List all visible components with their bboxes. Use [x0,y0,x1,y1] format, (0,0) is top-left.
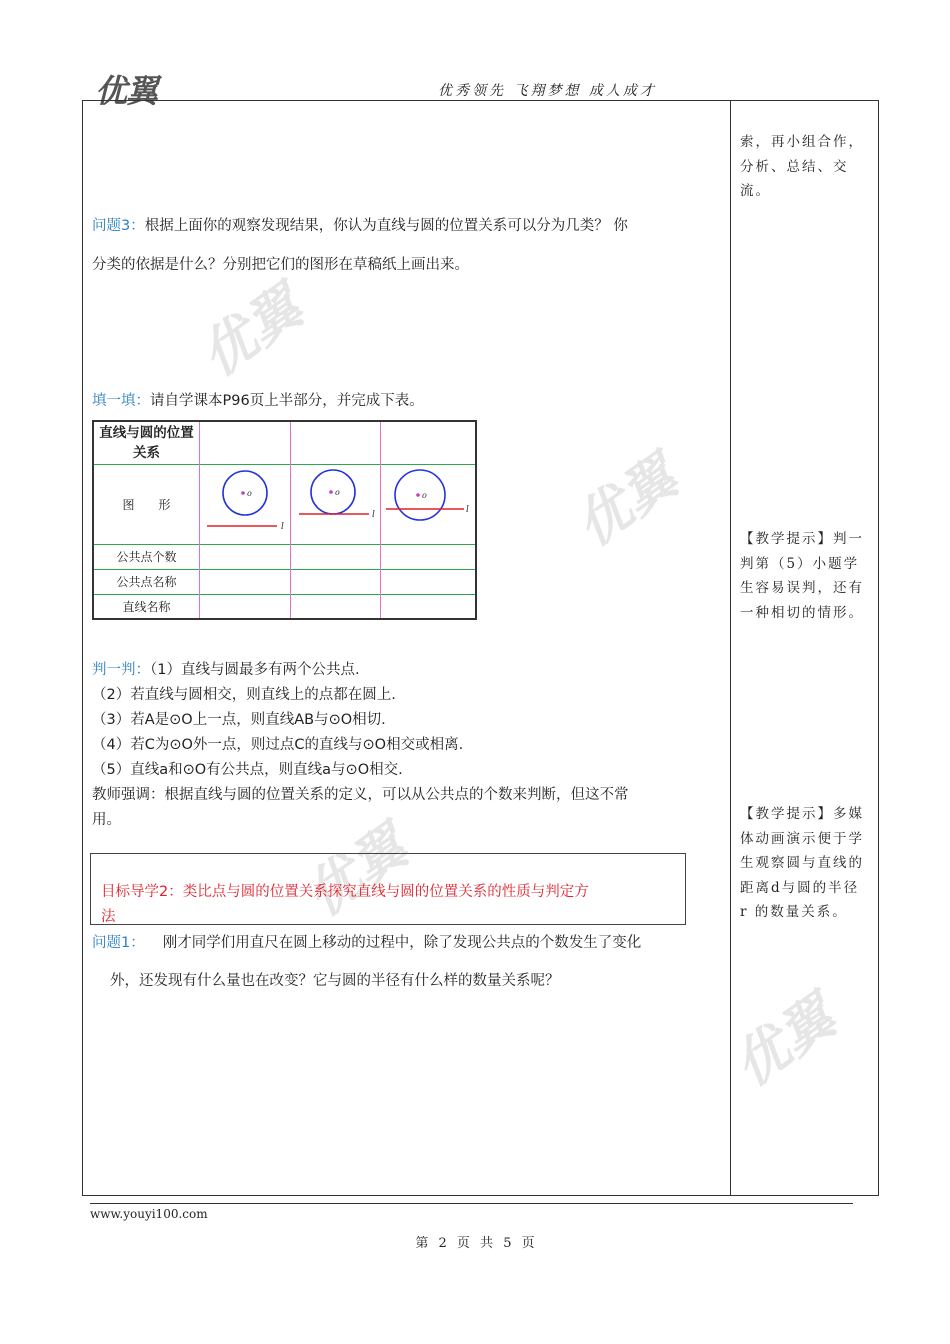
footer-rule [90,1203,853,1204]
circle [311,470,355,514]
fill-text: 请自学课本P96页上半部分，并完成下表。 [150,393,424,409]
row-label-count: 公共点个数 [93,544,200,569]
position-relation-table [92,420,477,620]
table-cell [290,421,380,464]
judge-item: （5）直线a和⊙O有公共点，则直线a与⊙O相交. [92,762,403,778]
judge-item: （3）若A是⊙O上一点，则直线AB与⊙O相切. [92,712,386,728]
row-label-figure: 图 形 [93,464,200,544]
line-label: l [465,504,469,515]
goal-title-cont: 法 [101,909,116,925]
question-1 [92,931,641,952]
footer-url[interactable]: www.youyi100.com [90,1207,208,1221]
line-label: l [280,521,284,532]
center-dot [329,490,333,494]
judge-item: （2）若直线与圆相交，则直线上的点都在圆上. [92,687,396,703]
circle-line-separate-figure [201,465,289,541]
question-text: 刚才同学们用直尺在圆上移动的过程中，除了发现公共点的个数发生了变化 [162,935,642,951]
table-cell [290,594,380,619]
center-label: o [246,488,252,498]
table-cell [290,569,380,594]
header-motto: 优秀领先 飞翔梦想 成人成才 [438,83,657,99]
table-header: 直线与圆的位置关系 [93,421,200,464]
center-dot [416,493,420,497]
question-3-line2: 分类的依据是什么？分别把它们的图形在草稿纸上画出来。 [92,257,469,273]
table-cell [380,421,476,464]
circle [395,470,445,520]
watermark: 优翼 [188,275,314,389]
watermark: 优翼 [563,445,689,559]
fill-in-instruction [92,389,424,410]
center-label: o [335,487,341,497]
question-text: 根据上面你的观察发现结果，你认为直线与圆的位置关系可以分为几类？ 你 [144,218,628,234]
circle [223,471,267,515]
logo: 优翼 [95,72,158,110]
watermark: 优翼 [721,985,847,1099]
column-divider [730,100,731,1196]
judge-text: （1）直线与圆最多有两个公共点. [150,662,360,678]
circle-line-intersect-figure [382,465,474,541]
center-dot [241,491,245,495]
watermark: 优翼 [293,815,419,929]
question-1-line2: 外，还发现有什么量也在改变？它与圆的半径有什么样的数量关系呢？ [110,973,560,989]
page-number: 第 2 页 共 5 页 [415,1236,535,1251]
question-label: 问题3： [92,218,145,234]
table-cell [290,544,380,569]
judge-item: （4）若C为⊙O外一点，则过点C的直线与⊙O相交或相离. [92,737,464,753]
table-cell [380,544,476,569]
figure-intersect [380,464,476,544]
fill-label: 填一填： [92,393,150,409]
question-3 [92,214,628,235]
goal-title: 目标导学2：类比点与圆的位置关系探究直线与圆的位置关系的性质与判定方 [101,884,589,900]
center-label: o [421,490,427,500]
figure-separate [200,464,290,544]
table-cell [200,421,290,464]
teaching-tip: 【教学提示】判一判第（5）小题学生容易误判，还有一种相切的情形。 [740,531,864,621]
row-label-point-name: 公共点名称 [93,569,200,594]
sidebar-note: 索，再小组合作，分析、总结、交流。 [740,134,864,199]
table-cell [200,594,290,619]
judge-label: 判一判： [92,662,150,678]
line-label: l [372,509,376,520]
figure-tangent [290,464,380,544]
teacher-emphasis-cont: 用。 [92,812,121,828]
table-cell [380,594,476,619]
teacher-emphasis: 教师强调：根据直线与圆的位置关系的定义，可以从公共点的个数来判断，但这不常 [92,787,629,803]
table-cell [200,569,290,594]
row-label-line-name: 直线名称 [93,594,200,619]
teaching-tip: 【教学提示】多媒体动画演示便于学生观察圆与直线的距离d与圆的半径r 的数量关系。 [740,806,864,920]
judge-item [92,658,360,679]
question-label: 问题1： [92,935,145,951]
circle-line-tangent-figure [291,465,379,541]
table-cell [200,544,290,569]
table-cell [380,569,476,594]
